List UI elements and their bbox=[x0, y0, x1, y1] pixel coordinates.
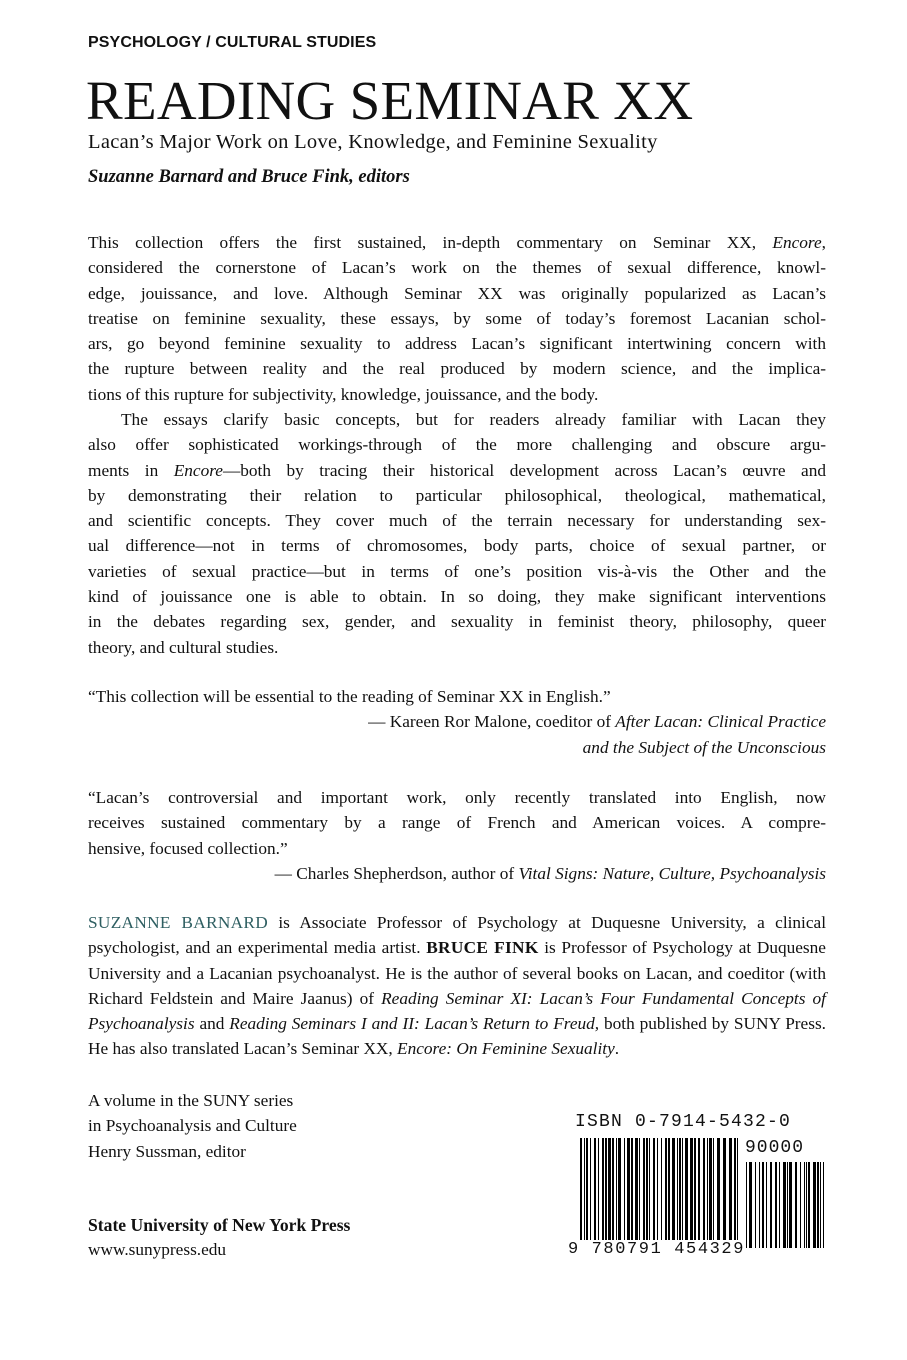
description-line: also offer sophisticated workings-through of the more challenging and obscure argu- bbox=[88, 435, 826, 455]
barcode-addon-bar bbox=[775, 1162, 777, 1248]
barcode-bar bbox=[665, 1138, 667, 1244]
description-line: and scientific concepts. They cover much of the terrain necessary for understanding sex- bbox=[88, 511, 826, 531]
barcode-addon-bar bbox=[823, 1162, 824, 1248]
ean-digits: 9 780791 454329 bbox=[568, 1240, 746, 1259]
barcode-addon-bar bbox=[820, 1162, 821, 1248]
book-subtitle: Lacan’s Major Work on Love, Knowledge, and Feminine Sexuality bbox=[88, 131, 658, 153]
series-info bbox=[88, 1088, 297, 1164]
quote-line: hensive, focused collection.” bbox=[88, 838, 288, 858]
bio-name-fink: BRUCE FINK bbox=[426, 938, 539, 958]
barcode-addon-bar bbox=[749, 1162, 752, 1248]
barcode-bar bbox=[729, 1138, 732, 1244]
barcode-bar bbox=[698, 1138, 700, 1244]
bio-book-title: Encore: On Feminine Sexuality bbox=[397, 1039, 615, 1059]
attribution-work: Vital Signs: Nature, Culture, Psychoanalysis bbox=[518, 863, 826, 883]
barcode-bar bbox=[668, 1138, 670, 1244]
barcode-addon-bar bbox=[804, 1162, 805, 1248]
barcode-bar bbox=[602, 1138, 604, 1244]
barcode-addon-bar bbox=[746, 1162, 747, 1248]
barcode-bar bbox=[649, 1138, 650, 1244]
barcode-addon-bar bbox=[787, 1162, 788, 1248]
category-label: PSYCHOLOGY / CULTURAL STUDIES bbox=[88, 34, 377, 51]
attribution-author: — Kareen Ror Malone, coeditor of bbox=[368, 712, 616, 732]
quote-attribution bbox=[88, 709, 826, 734]
editors-bio bbox=[88, 910, 826, 1062]
endorsement-quote-2 bbox=[88, 785, 826, 886]
barcode-addon-bar bbox=[759, 1162, 760, 1248]
barcode-addon-bar bbox=[813, 1162, 816, 1248]
barcode-addon-bar bbox=[806, 1162, 807, 1248]
barcode-bar bbox=[690, 1138, 693, 1244]
description-line: ars, go beyond feminine sexuality to address Lacan’s significant intertwining concern with bbox=[88, 334, 826, 354]
barcode-bar bbox=[608, 1138, 611, 1244]
barcode-addon-bar bbox=[789, 1162, 792, 1248]
barcode-bar bbox=[631, 1138, 633, 1244]
barcode-bar bbox=[612, 1138, 614, 1244]
isbn-label: ISBN 0-7914-5432-0 bbox=[575, 1112, 792, 1132]
series-line: in Psychoanalysis and Culture bbox=[88, 1116, 297, 1136]
barcode-bar bbox=[627, 1138, 630, 1244]
quote-line: receives sustained commentary by a range of French and American voices. A compre- bbox=[88, 813, 826, 833]
quote-text: “This collection will be essential to the reading of Seminar XX in English.” bbox=[88, 687, 611, 706]
barcode-addon-bar bbox=[808, 1162, 810, 1248]
barcode-bar bbox=[598, 1138, 599, 1244]
attribution-work: and the Subject of the Unconscious bbox=[582, 737, 826, 757]
endorsement-quote-1 bbox=[88, 684, 826, 760]
barcode-bar bbox=[643, 1138, 645, 1244]
barcode-bar bbox=[682, 1138, 683, 1244]
barcode-bar bbox=[734, 1138, 736, 1244]
description-paragraph-2 bbox=[88, 407, 826, 660]
barcode-bar bbox=[657, 1138, 658, 1244]
attribution-work: After Lacan: Clinical Practice bbox=[615, 712, 826, 732]
barcode-bar bbox=[580, 1138, 582, 1244]
series-editor: Henry Sussman, editor bbox=[88, 1141, 246, 1161]
bio-book-title: Reading Seminar XI: Lacan’s Four Fundamental Concepts of Psychoanalysis bbox=[88, 988, 826, 1034]
description-line: by demonstrating their relation to particular philosophical, theological, mathematical, bbox=[88, 485, 826, 505]
bio-text: and bbox=[194, 1014, 230, 1034]
barcode-bar bbox=[737, 1138, 738, 1244]
barcode-addon-bar bbox=[800, 1162, 801, 1248]
description-paragraph-1 bbox=[88, 230, 826, 407]
book-title: READING SEMINAR XX bbox=[86, 70, 694, 131]
description-line: varieties of sexual practice—but in terms of one’s position vis-à-vis the Other and the bbox=[88, 561, 826, 581]
description-line: The essays clarify basic concepts, but for readers already familiar with Lacan they bbox=[121, 410, 826, 429]
barcode-bar bbox=[679, 1138, 681, 1244]
barcode-bar bbox=[584, 1138, 585, 1244]
description-line: theory, and cultural studies. bbox=[88, 637, 279, 657]
description-line: This collection offers the first sustained, in-depth commentary on Seminar XX, Encore, bbox=[88, 233, 826, 252]
barcode-bar bbox=[685, 1138, 688, 1244]
barcode-bar bbox=[717, 1138, 720, 1244]
bio-name-barnard: SUZANNE BARNARD bbox=[88, 913, 269, 932]
description-line: kind of jouissance one is able to obtain. In so doing, they make significant interventions bbox=[88, 587, 826, 607]
barcode-bar bbox=[618, 1138, 621, 1244]
barcode-addon-bar bbox=[770, 1162, 772, 1248]
barcode-addon-bar bbox=[795, 1162, 797, 1248]
barcode-addon-bar bbox=[817, 1162, 819, 1248]
barcode-addon-bar bbox=[766, 1162, 767, 1248]
description-line: treatise on feminine sexuality, these essays, by some of today’s foremost Lacanian schol- bbox=[88, 308, 826, 328]
publisher-website: www.sunypress.edu bbox=[88, 1240, 227, 1259]
barcode-bar bbox=[677, 1138, 678, 1244]
quote-attribution bbox=[88, 861, 826, 886]
barcode-bar bbox=[594, 1138, 596, 1244]
barcode-bar bbox=[624, 1138, 625, 1244]
barcode-bar bbox=[672, 1138, 675, 1244]
description-line: considered the cornerstone of Lacan’s work on the themes of sexual difference, knowl- bbox=[88, 258, 826, 278]
editors-credit: Suzanne Barnard and Bruce Fink, editors bbox=[88, 167, 410, 187]
barcode-bar bbox=[709, 1138, 712, 1244]
barcode-bar bbox=[653, 1138, 655, 1244]
barcode-bar bbox=[586, 1138, 588, 1244]
description-line: edge, jouissance, and love. Although Seminar XX was originally popularized as Lacan’s bbox=[88, 283, 826, 303]
description-line: the rupture between reality and the real produced by modern science, and the implica- bbox=[88, 359, 826, 379]
barcode-bar bbox=[616, 1138, 617, 1244]
description-line: ual difference—not in terms of chromosomes, body parts, choice of sexual partner, or bbox=[88, 536, 826, 556]
barcode-bar bbox=[707, 1138, 708, 1244]
description-line: tions of this rupture for subjectivity, knowledge, jouissance, and the body. bbox=[88, 384, 599, 404]
bio-text: is Associate Professor of Psychology at Duquesne University, a clinical psychologist, and an experimental media artist. bbox=[88, 913, 826, 958]
attribution-author: — Charles Shepherdson, author of bbox=[274, 863, 519, 883]
barcode-addon-bar bbox=[783, 1162, 786, 1248]
price-code: 90000 bbox=[745, 1138, 805, 1158]
barcode-bar bbox=[646, 1138, 648, 1244]
series-line: A volume in the SUNY series bbox=[88, 1091, 294, 1110]
barcode-bar bbox=[639, 1138, 640, 1244]
quote-line: “Lacan’s controversial and important work, only recently translated into English, now bbox=[88, 788, 826, 807]
bio-text: both published by SUNY Press. He has also translated Lacan’s Seminar XX, bbox=[88, 1014, 826, 1059]
bio-text: . bbox=[614, 1039, 620, 1059]
barcode-bar bbox=[590, 1138, 591, 1244]
quote-attribution-continued bbox=[88, 735, 826, 760]
barcode-bar bbox=[723, 1138, 726, 1244]
description-line: in the debates regarding sex, gender, and sexuality in feminist theory, philosophy, queer bbox=[88, 612, 826, 632]
barcode-bar bbox=[661, 1138, 662, 1244]
publisher-name: State University of New York Press bbox=[88, 1215, 351, 1235]
bio-text: is Professor of Psychology at Duquesne University and a Lacanian psychoanalyst. He is the author of several books on Lacan, and coeditor (with Richard Feldstein and Maire Jaanus) of bbox=[88, 938, 826, 1008]
barcode-addon-bar bbox=[762, 1162, 764, 1248]
barcode-bar bbox=[605, 1138, 607, 1244]
barcode-addon-bar bbox=[755, 1162, 756, 1248]
bio-book-title: Reading Seminars I and II: Lacan’s Return to Freud, bbox=[229, 1014, 600, 1034]
barcode-bar bbox=[703, 1138, 705, 1244]
description-line: ments in Encore—both by tracing their historical development across Lacan’s œuvre and bbox=[88, 460, 826, 480]
barcode-bar bbox=[713, 1138, 714, 1244]
barcode-bar bbox=[635, 1138, 638, 1244]
barcode-bar bbox=[694, 1138, 696, 1244]
barcode-addon-bar bbox=[779, 1162, 780, 1248]
